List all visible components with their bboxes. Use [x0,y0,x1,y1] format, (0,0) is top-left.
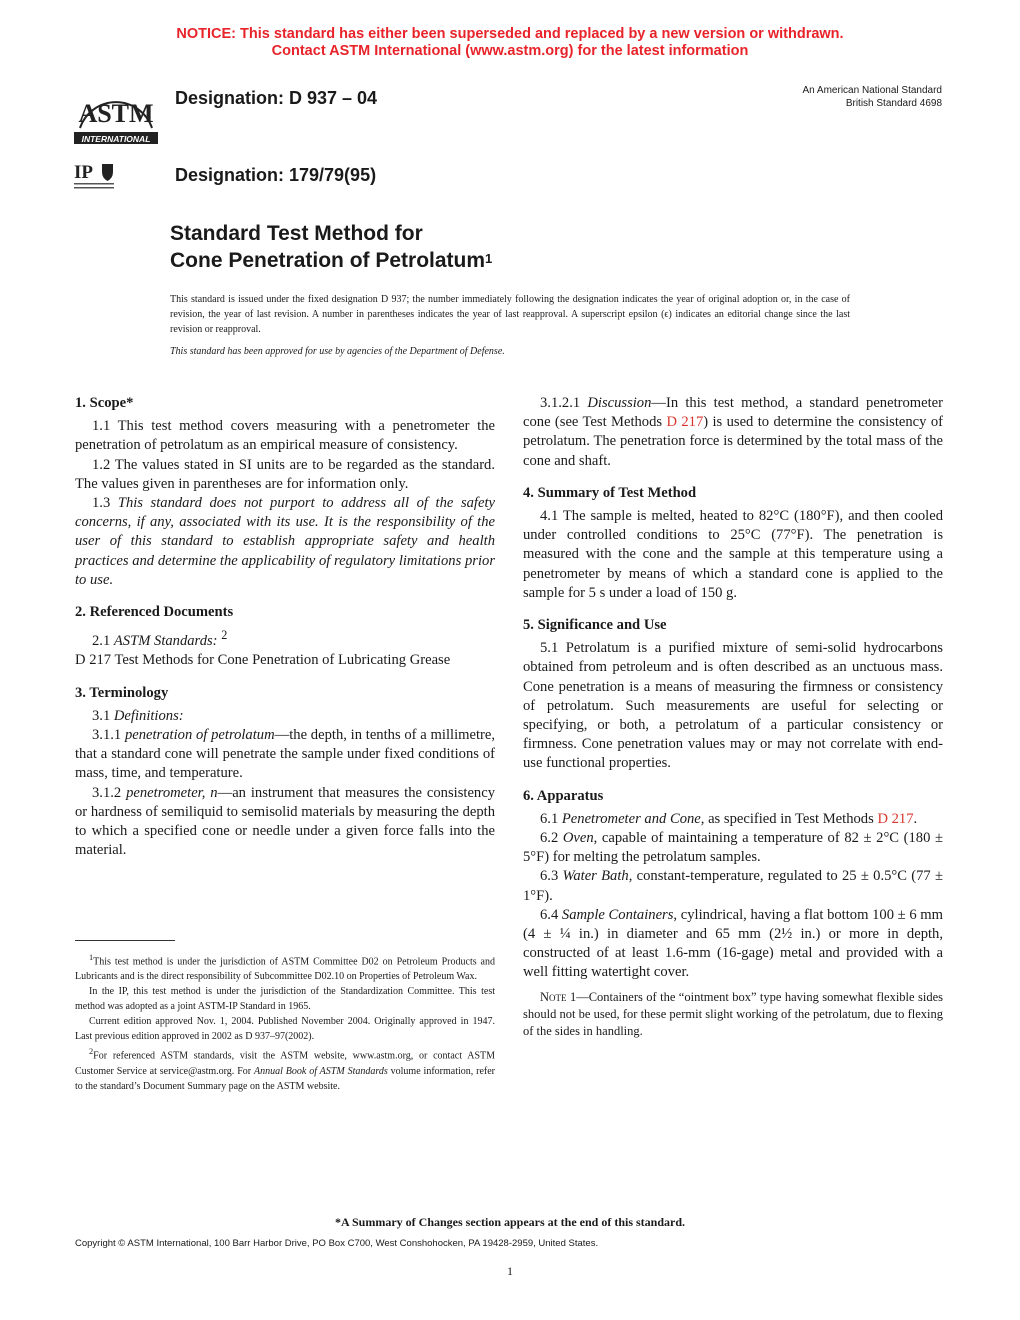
left-column [75,394,495,860]
title-line-2 [170,247,492,274]
para-1-2: 1.2 The values stated in SI units are to be regarded as the standard. The values given in parentheses are for information only. [75,456,495,492]
section-significance-heading: 5. Significance and Use [523,617,667,634]
para-3-1-2: 3.1.2 penetrometer, n—an instrument that measures the consistency or hardness of semiliquid to semisolid materials by measuring the depth to which a specified cone or needle under a given force falls into the material. [75,784,495,859]
reference-d217: D 217 Test Methods for Cone Penetration of Lubricating Grease [75,652,451,669]
para-1-3: 1.3 This standard does not purport to address all of the safety concerns, if any, associated with its use. It is the responsibility of the user of this standard to establish appropriate safety and health practices and determine the applicability of regulatory limitations prior to use. [75,495,495,588]
section-referenced-documents-heading: 2. Referenced Documents [75,604,234,621]
section-scope-heading: 1. Scope* [75,395,134,411]
footnote-divider [75,940,175,941]
title-footnote-ref: 1 [485,251,493,266]
link-d217[interactable]: D 217 [666,414,704,431]
para-6-3: 6.3 Water Bath, constant-temperature, regulated to 25 ± 0.5°C (77 ± 1°F). [523,868,944,904]
notice-line-2: Contact ASTM International (www.astm.org) for the latest information [271,43,749,59]
footnote-1: $^1$This test method is under the jurisdiction of ASTM Committee D02 on Petroleum Products and Lubricants and is the direct responsibility of Subcommittee D02.10 on Properties of Petroleum Wax. [75,953,495,983]
astm-logo-text: ASTM [78,99,154,128]
right-column [523,394,943,1040]
astm-logo [70,78,162,148]
astm-logo-subtext: INTERNATIONAL [81,134,151,144]
section-terminology-heading: 3. Terminology [75,684,169,701]
para-3-1: 3.1 Definitions: [92,707,184,724]
designation-ip: Designation: 179/79(95) [175,165,377,185]
para-2-1: 2.1 ASTM Standards: $^2$ [92,628,228,650]
para-1-1: 1.1 This test method covers measuring with a penetrometer the penetration of petrolatum as an empirical measure of consistency. [75,418,495,454]
notice-line-1: NOTICE: This standard has either been superseded and replaced by a new version or withdrawn. [176,26,844,42]
para-3-1-2-1: 3.1.2.1 Discussion—In this test method, a standard penetrometer cone (see Test Methods D 217) is used to determine the consistency of petrolatum. The penetration force is determined by the total mass of the cone and shaft. [523,395,944,469]
copyright: Copyright © ASTM International, 100 Barr Harbor Drive, PO Box C700, West Conshohocken, PA 19428-2959, United States. [75,1238,599,1249]
para-3-1-1: 3.1.1 penetration of petrolatum—the depth, in tenths of a millimetre, that a standard cone will penetrate the sample under fixed conditions of mass, time, and temperature. [75,726,495,782]
section-apparatus-heading: 6. Apparatus [523,787,604,804]
para-6-4: 6.4 Sample Containers, cylindrical, having a flat bottom 100 ± 6 mm (4 ± ¼ in.) in diameter and 65 mm (2½ in.) or more in depth, constructed of at least 1.6-mm (16-gage) metal and provided with a well fitting watertight cover. [523,906,944,981]
note-1: Note 1—Containers of the “ointment box” type having somewhat flexible sides should not be used, for these permit slight working of the petrolatum, due to flexing of the sides in handling. [523,989,944,1038]
page-number: 1 [507,1264,513,1278]
para-6-2: 6.2 Oven, capable of maintaining a temperature of 82 ± 2°C (180 ± 5°F) for melting the petrolatum samples. [523,830,943,866]
para-5-1: 5.1 Petrolatum is a purified mixture of semi-solid hydrocarbons obtained from petroleum and is often described as an unctuous mass. Cone penetration is a means of measuring the firmness or consistency of petrolatum. Such measurements are useful for selecting or specifying, or both, a petrolatum of a particular consistency or firmness. Cone penetration values may or may not correlate with end-use functional properties. [523,640,943,772]
shield-icon [102,164,113,181]
ip-logo [74,158,116,194]
standard-notes [802,84,942,110]
para-4-1: 4.1 The sample is melted, heated to 82°C (180°F), and then cooled under controlled conditions to 25°C (77°F). The penetration is measured with the cone and the sample at this temperature using a penetrometer by means of which a standard cone is applied to the sample for 5 s under a load of 150 g. [523,508,943,601]
title-line-1: Standard Test Method for [170,222,423,245]
british-standard: British Standard 4698 [845,98,942,109]
dod-approval: This standard has been approved for use by agencies of the Department of Defense. [170,346,505,357]
footnote-2: $^2$For referenced ASTM standards, visit the ASTM website, www.astm.org, or contact ASTM Customer Service at service@astm.org. For Annual Book of ASTM Standards volume information, refer to the standard’s Document Summary page on the ASTM website. [75,1047,495,1092]
document-title [170,220,492,274]
footnote-1-ip: In the IP, this test method is under the jurisdiction of the Standardization Committee. This test method was adopted as a joint ASTM-IP Standard in 1965. [75,986,495,1013]
footnote-1-edition: Current edition approved Nov. 1, 2004. Published November 2004. Originally approved in 1947. Last previous edition approved in 2002 as D 937–97(2002). [75,1016,495,1043]
designation-astm: Designation: D 937 – 04 [175,88,378,108]
ip-logo-text: IP [74,162,93,183]
link-d217-apparatus[interactable]: D 217 [877,810,914,827]
para-6-1: 6.1 Penetrometer and Cone, as specified in Test Methods D 217. [540,810,918,827]
notice-banner [0,26,1020,60]
american-national-standard: An American National Standard [802,85,942,96]
section-summary-heading: 4. Summary of Test Method [523,484,697,501]
summary-of-changes-note: *A Summary of Changes section appears at the end of this standard. [334,1215,686,1229]
footnotes [75,950,495,1094]
issuance-statement: This standard is issued under the fixed designation D 937; the number immediately following the designation indicates the year of original adoption or, in the case of revision, the year of last revision. A number in parentheses indicates the year of last reapproval. A superscript epsilon (ϵ) indicates an editorial change since the last revision or reapproval. [170,294,850,335]
title-line-2-text: Cone Penetration of Petrolatum [170,249,486,272]
